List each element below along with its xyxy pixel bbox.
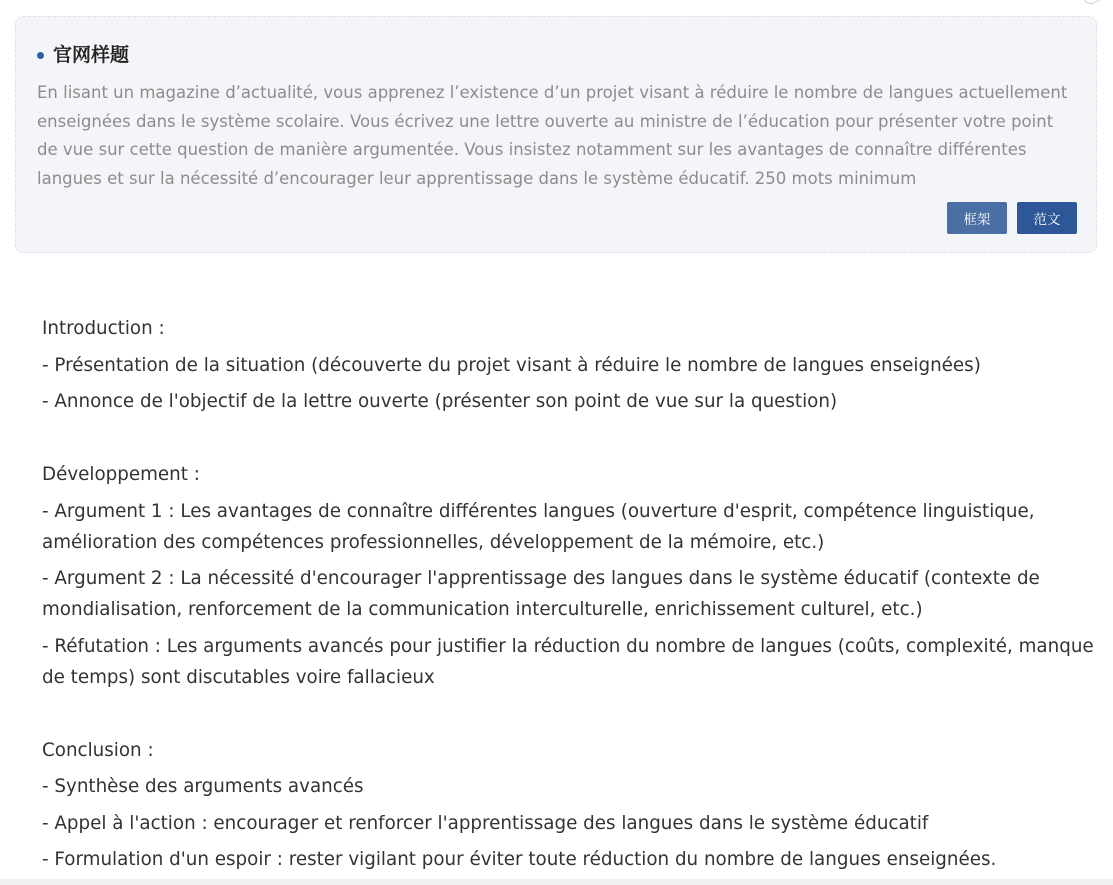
- corner-curl-icon: [1083, 0, 1101, 7]
- card-title: [36, 43, 129, 67]
- development-heading: Développement :: [42, 464, 200, 485]
- framework-button[interactable]: 框架: [947, 202, 1007, 234]
- model-essay-button[interactable]: 范文: [1017, 202, 1077, 234]
- essay-outline: [42, 313, 1102, 881]
- conclusion-heading: Conclusion :: [42, 739, 154, 761]
- bottom-divider: [0, 879, 1113, 885]
- card-title-text: 官网样题: [53, 44, 130, 66]
- introduction-heading: Introduction :: [42, 318, 165, 339]
- sample-question-card: [15, 16, 1097, 253]
- bullet-dot-icon: [37, 52, 44, 59]
- introduction-item: - Présentation de la situation (découverte du projet visant à réduire le nombre de langues enseignées): [42, 354, 981, 376]
- development-item: - Réfutation : Les arguments avancés pour justifier la réduction du nombre de langues (coûts, complexité, manque de temps) sont discutables voire fallacieux: [42, 635, 1094, 688]
- conclusion-item: - Appel à l'action : encourager et renforcer l'apprentissage des langues dans le système éducatif: [42, 812, 929, 834]
- conclusion-item: - Formulation d'un espoir : rester vigilant pour éviter toute réduction du nombre de langues enseignées.: [42, 849, 997, 870]
- development-item: - Argument 1 : Les avantages de connaître différentes langues (ouverture d'esprit, compétence linguistique, amélioration des compétences professionnelles, développement de la mémoire, etc.): [42, 500, 1035, 553]
- development-item: - Argument 2 : La nécessité d'encourager l'apprentissage des langues dans le système éducatif (contexte de mondialisation, renforcement de la communication interculturelle, enrichissement culturel, etc.): [42, 568, 1040, 620]
- conclusion-item: - Synthèse des arguments avancés: [42, 776, 364, 797]
- question-prompt: En lisant un magazine d’actualité, vous apprenez l’existence d’un projet visant à réduire le nombre de langues actuellement enseignées dans le système scolaire. Vous écrivez une lettre ouverte au ministre de l’éducation pour présenter votre point de vue sur cette question de manière argumentée. Vous insistez notamment sur les avantages de connaître différentes langues et sur la nécessité d’encourager leur apprentissage dans le système éducatif. 250 mots minimum: [37, 83, 1068, 188]
- introduction-item: - Annonce de l'objectif de la lettre ouverte (présenter son point de vue sur la question): [42, 391, 838, 412]
